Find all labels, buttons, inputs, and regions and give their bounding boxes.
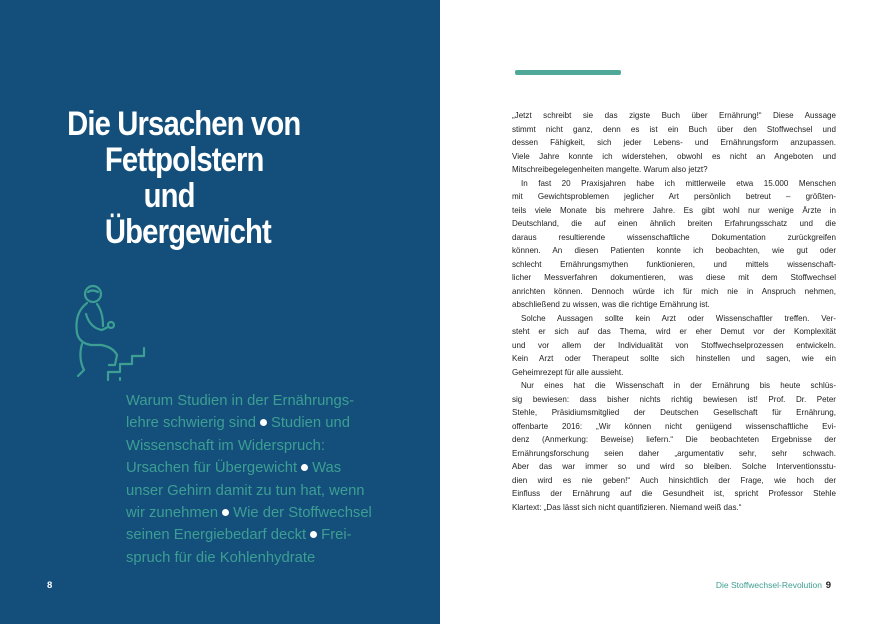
body-line: Ernährungsforschung seien daher „argumentativ sehr, sehr schwach. [512,448,836,458]
summary-text: Studien und [270,415,350,432]
summary-line [126,524,376,546]
accent-bar [515,70,621,75]
bullet-dot-icon [222,509,229,516]
body-line: und vor allem der Individualität von Stoffwechselprozessen entwickeln. [512,340,836,350]
body-text [512,109,836,514]
summary-text: Wissenschaft im Widerspruch: [126,437,325,454]
body-line: In fast 20 Praxisjahren habe ich mittlerweile etwa 15.000 Menschen [521,178,836,188]
bullet-dot-icon [260,419,267,426]
body-line: Stehle, Präsidiumsmitglied der Deutschen Gesellschaft für Ernährung, [512,408,836,417]
summary-text: Warum Studien in der Ernährungs- [126,393,355,409]
summary-text: Ursachen für Übergewicht [126,460,298,477]
body-line: Einfluss der Ernährung auf die Gesundheit ist, spricht Professor Stehle [512,489,836,498]
bullet-dot-icon [301,464,308,471]
body-line: schlecht Ernährungsmythen funktionieren, und mittels wissenschaft- [512,259,836,269]
summary-text: lehre schwierig sind [126,415,256,432]
right-page [440,0,879,624]
body-line: Solche Aussagen sollte kein Arzt oder Wissenschaftler treffen. Ver- [521,313,836,323]
body-line: Klartext: „Das lässt sich nicht quantifizieren. Niemand weiß das.“ [512,502,742,512]
body-line: Viele Jahre konnte ich widerstehen, obwohl es nicht an Angeboten und [512,151,836,161]
summary-line [126,502,376,524]
summary-text: spruch für die Kohlenhydrate [126,549,316,566]
summary-text: seinen Energiebedarf deckt [126,527,307,544]
summary-line [126,390,376,412]
summary-line [126,480,376,502]
summary-text: Was [312,460,342,477]
body-line: Geheimrezept für alle aussieht. [512,367,624,377]
body-line: mit Gewichtsproblemen jeglicher Art persönlich betreut – größten- [512,192,836,201]
page-number-right: 9 [825,580,831,591]
running-footer-title: Die Stoffwechsel-Revolution [715,580,822,590]
body-line: daraus resultierende wissenschaftliche Dokumentation zurückgreifen [512,232,836,242]
chapter-title [0,106,378,250]
body-line: stimmt nicht ganz, denn es ist ein Buch über den Stoffwechsel und [512,124,836,134]
title-line: Fettpolstern [104,141,264,179]
body-line: Nur eines hat die Wissenschaft in der Ernährung bis heute schlüs- [521,381,836,390]
body-line: anrichten können. Dennoch würde ich für mich nie in Anspruch nehmen, [512,286,836,296]
body-line: „Jetzt schreibt sie das zigste Buch über Ernährung!“ Diese Aussage [512,111,836,120]
summary-text: wir zunehmen [126,505,219,522]
summary-line [126,457,376,479]
summary-text: unser Gehirn damit zu tun hat, wenn [126,482,365,499]
summary-line [126,412,376,434]
summary-text: Wie der Stoffwechsel [233,505,372,522]
body-line: können. An diesen Patienten konnte ich beobachten, wie gut oder [512,246,836,255]
body-line: licher Messverfahren dokumentieren, was diese mit dem Stoffwechsel [512,273,836,282]
body-line: denz (Anmerkung: Beweise) liefern.“ Die beobachteten Ergebnisse der [512,435,836,444]
body-line: dien wird es nie geben!“ Auch hinsichtlich der Frage, wie hoch der [512,475,836,485]
body-line: dessen Fähigkeit, sich jeder Lebens- und Ernährungsform anzupassen. [512,138,836,147]
body-line: Aber das war immer so und wird so bleiben. Solche Interventionsstu- [512,462,836,471]
summary-line [126,547,376,569]
summary-line [126,435,376,457]
body-line: teils viele Monate bis mehrere Jahre. Es gibt wohl nur wenige Ärzte in [512,205,836,215]
bullet-dot-icon [310,531,317,538]
body-line: steht er sich auf das Thema, wird er eher Demut vor der Komplexität [512,327,836,336]
chapter-summary [126,390,376,569]
body-line: abschließend zu wissen, was die richtige Ernährung ist. [512,300,710,309]
title-line: und [143,177,195,215]
title-line: Die Ursachen von [67,105,301,143]
body-line: sig bewiesen: dass bisher nichts richtig bewiesen ist! Prof. Dr. Peter [512,394,836,404]
page-number-left: 8 [47,580,53,591]
body-line: Deutschland, die auf einen ähnlich breiten Erfahrungsschatz und die [512,219,836,228]
summary-text: Frei- [321,527,352,544]
body-line: Mitschreibegelegenheiten mangelte. Warum also jetzt? [512,165,708,174]
body-line: Kein Arzt oder Therapeut sollte sich hinstellen und sagen, wie ein [512,354,836,363]
person-climbing-stairs-icon [66,282,146,382]
body-line: offenbarte 2016: „Wir können nicht genügend wissenschaftliche Evi- [512,421,836,431]
title-line: Übergewicht [104,213,271,251]
